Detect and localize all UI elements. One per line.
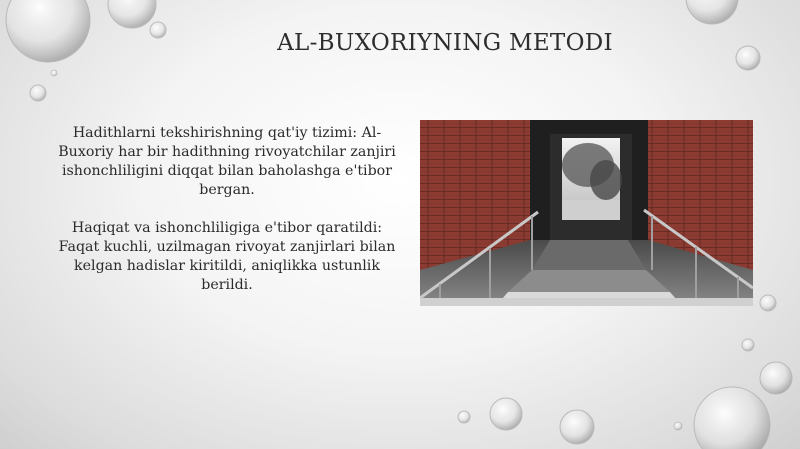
slide-body bbox=[52, 124, 402, 314]
brick-doorway-stairs-photo bbox=[420, 120, 753, 306]
slide-title: AL-BUXORIYNING METODI bbox=[277, 30, 613, 56]
paragraph-method: Hadithlarni tekshirishning qat'iy tizimi: Al-Buxoriy har bir hadithning rivoyatchilar zanjiri ishonchliligini diqqat bilan baholashga e'tibor bergan. bbox=[58, 125, 396, 198]
paragraph-reliability: Haqiqat va ishonchliligiga e'tibor qaratildi: Faqat kuchli, uzilmagan rivoyat zanjirlari bilan kelgan hadislar kiritildi, aniqlikka ustunlik berildi. bbox=[58, 220, 396, 293]
